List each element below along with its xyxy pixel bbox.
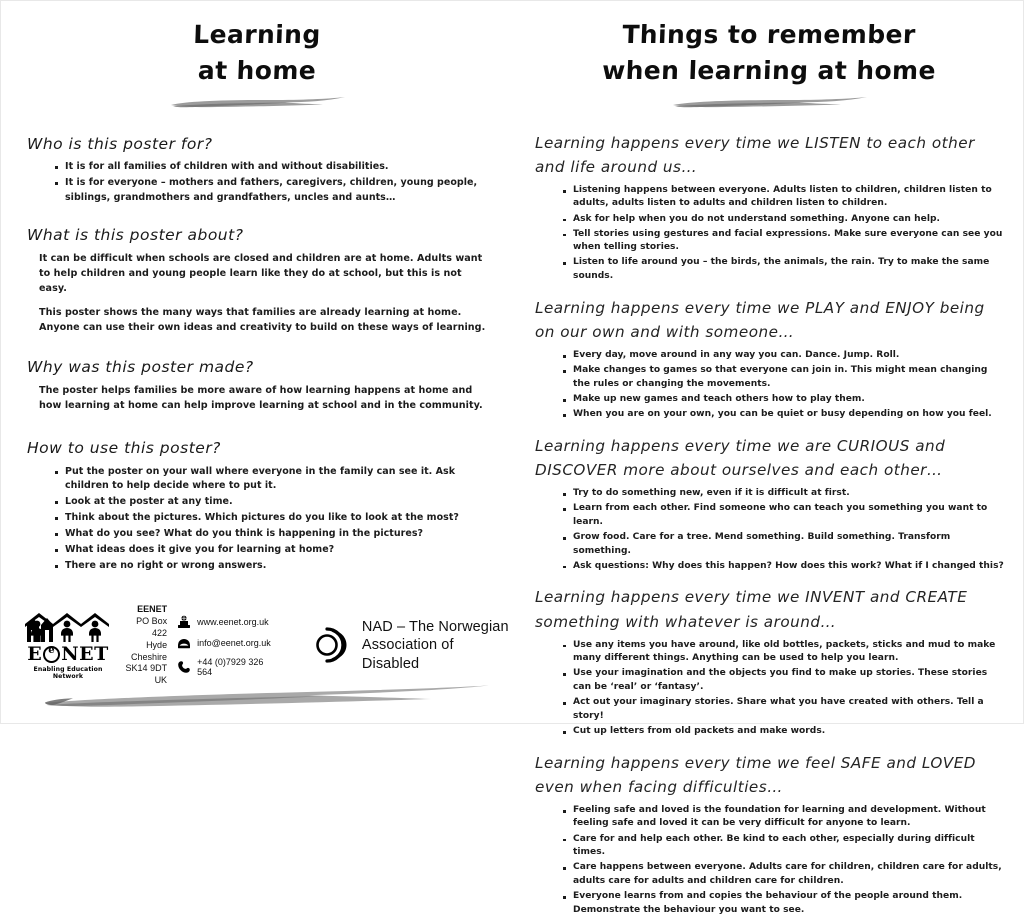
section-listen [535, 131, 1005, 284]
address-line: Cheshire [119, 652, 167, 664]
contact-text: info@eenet.org.uk [197, 638, 271, 648]
list-item: Ask for help when you do not understand something. Anyone can help. [563, 213, 1005, 227]
list-item: Feeling safe and loved is the foundation for learning and development. Without feeling safe and loved it can be very difficult for anyone to learn. [563, 804, 1005, 831]
contact-email[interactable] [176, 636, 280, 651]
contact-website[interactable] [176, 615, 280, 630]
list-item: Look at the poster at any time. [55, 495, 487, 509]
section-how-to-use-this-poster [27, 438, 487, 573]
eenet-address [119, 604, 167, 687]
section-heading: Learning happens every time we LISTEN to each other and life around us… [535, 131, 1005, 180]
section-safe-and-loved [535, 751, 1005, 917]
list-item: Use any items you have around, like old bottles, packets, sticks and mud to make many different things. Anything can be used to help you learn. [563, 639, 1005, 666]
eenet-tagline: Enabling Education Network [25, 666, 111, 680]
right-header [513, 1, 1025, 110]
list-item: Think about the pictures. Which pictures do you like to look at the most? [55, 511, 487, 525]
left-header [1, 1, 513, 110]
section-heading: Learning happens every time we PLAY and ENJOY being on our own and with someone… [535, 296, 1005, 345]
eenet-wordmark: E e NET [25, 645, 111, 664]
footer [1, 600, 513, 725]
section-curious-and-discover [535, 434, 1005, 574]
globe-icon [176, 615, 191, 630]
nad-name [362, 618, 513, 674]
bullet-list [547, 804, 1005, 917]
nad-spiral-icon [306, 621, 352, 671]
eenet-people-icon [25, 611, 111, 644]
left-title-line1: Learning [0, 17, 513, 53]
list-item: There are no right or wrong answers. [55, 559, 487, 573]
list-item: Ask questions: Why does this happen? How does this work? What if I changed this? [563, 560, 1005, 574]
list-item: Tell stories using gestures and facial expressions. Make sure everyone can see you when telling stories. [563, 228, 1005, 255]
list-item: It is for all families of children with and without disabilities. [55, 160, 487, 174]
section-heading: Why was this poster made? [27, 357, 487, 378]
list-item: Use your imagination and the objects you find to make up stories. These stories can be ‘real’ or ‘fantasy’. [563, 667, 1005, 694]
section-heading: Who is this poster for? [27, 134, 487, 155]
list-item: Grow food. Care for a tree. Mend something. Build something. Transform something. [563, 531, 1005, 558]
eenet-contacts [176, 615, 280, 677]
list-item: Make up new games and teach others how to play them. [563, 393, 1005, 407]
list-item: Care for and help each other. Be kind to each other, especially during difficult times. [563, 833, 1005, 860]
section-heading: Learning happens every time we are CURIOUS and DISCOVER more about ourselves and each other… [535, 434, 1005, 483]
list-item: What do you see? What do you think is happening in the pictures? [55, 527, 487, 541]
nad-line-1: NAD – The Norwegian [362, 618, 513, 637]
list-item: Make changes to games so that everyone can join in. This might mean changing the rules or changing the movements. [563, 364, 1005, 391]
list-item: Listen to life around you – the birds, the animals, the rain. Try to make the same sounds. [563, 256, 1005, 283]
section-what-is-this-poster-about [27, 225, 487, 335]
section-heading: How to use this poster? [27, 438, 487, 459]
address-line: Hyde [119, 640, 167, 652]
list-item: Care happens between everyone. Adults care for children, children care for adults, adults care for adults and children care for children. [563, 861, 1005, 888]
contact-text: +44 (0)7929 326 564 [197, 657, 280, 677]
bullet-list [39, 465, 487, 574]
address-line: EENET [119, 604, 167, 616]
header-brush-stroke [167, 96, 347, 110]
envelope-icon [176, 636, 191, 651]
list-item: Learn from each other. Find someone who can teach you something you want to learn. [563, 502, 1005, 529]
section-heading: Learning happens every time we feel SAFE and LOVED even when facing difficulties… [535, 751, 1005, 800]
address-line: PO Box 422 [119, 616, 167, 640]
list-item: Cut up letters from old packets and make words. [563, 725, 1005, 739]
left-column [1, 1, 513, 725]
address-line: SK14 9DT [119, 663, 167, 675]
list-item: When you are on your own, you can be quiet or busy depending on how you feel. [563, 408, 1005, 422]
paragraph: It can be difficult when schools are closed and children are at home. Adults want to help children and young people learn like they do at school, but this is not easy. [39, 252, 487, 297]
section-who-is-this-poster-for [27, 134, 487, 206]
address-line: UK [119, 675, 167, 687]
list-item: Every day, move around in any way you can. Dance. Jump. Roll. [563, 349, 1005, 363]
nad-logo [306, 618, 513, 674]
footer-logos-row [25, 604, 513, 687]
footer-brush-stroke [27, 683, 497, 713]
paragraph: This poster shows the many ways that families are already learning at home. Anyone can use their own ideas and creativity to build on these ways of learning. [39, 306, 487, 336]
contact-text: www.eenet.org.uk [197, 617, 269, 627]
bullet-list [39, 160, 487, 205]
contact-phone[interactable] [176, 657, 280, 677]
bullet-list [547, 349, 1005, 422]
list-item: It is for everyone – mothers and fathers, caregivers, children, young people, siblings, grandmothers and grandfathers, uncles and aunts… [55, 176, 487, 205]
header-brush-stroke [669, 96, 869, 110]
left-title-line2: at home [0, 53, 513, 89]
section-invent-and-create [535, 585, 1005, 738]
list-item: Put the poster on your wall where everyone in the family can see it. Ask children to help decide where to put it. [55, 465, 487, 494]
bullet-list [547, 639, 1005, 739]
left-sections [1, 134, 513, 574]
paragraph: The poster helps families be more aware of how learning happens at home and how learning at home can help improve learning at school and in the community. [39, 384, 487, 414]
right-column [513, 1, 1025, 725]
right-title-line1: Things to remember [512, 17, 1025, 53]
section-heading: Learning happens every time we INVENT and CREATE something with whatever is around… [535, 585, 1005, 634]
list-item: What ideas does it give you for learning at home? [55, 543, 487, 557]
list-item: Act out your imaginary stories. Share what you have created with others. Tell a story! [563, 696, 1005, 723]
section-play-and-enjoy [535, 296, 1005, 422]
right-title-line2: when learning at home [512, 53, 1025, 89]
nad-line-2: Association of Disabled [362, 636, 513, 673]
bullet-list [547, 487, 1005, 573]
list-item: Everyone learns from and copies the behaviour of the people around them. Demonstrate the behaviour you want to see. [563, 890, 1005, 917]
list-item: Listening happens between everyone. Adults listen to children, children listen to adults, adults listen to adults and children listen to children. [563, 184, 1005, 211]
bullet-list [547, 184, 1005, 284]
list-item: Try to do something new, even if it is difficult at first. [563, 487, 1005, 501]
section-heading: What is this poster about? [27, 225, 487, 246]
right-sections [513, 131, 1025, 917]
section-why-was-this-poster-made [27, 357, 487, 414]
eenet-logo [25, 611, 111, 680]
phone-icon [176, 659, 191, 674]
eenet-ring-icon [43, 646, 60, 663]
